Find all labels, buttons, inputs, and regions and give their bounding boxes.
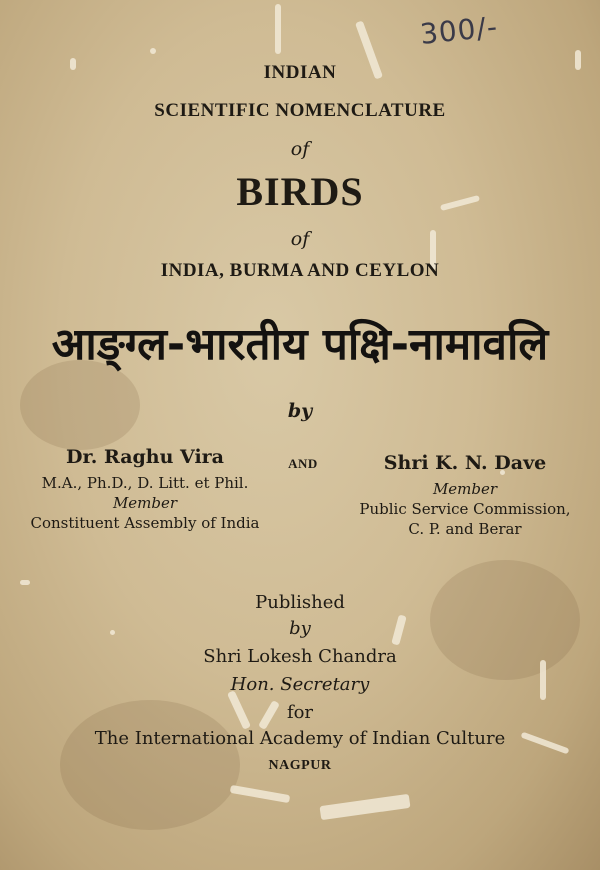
paper-damage [150,48,156,54]
author-right-name: Shri K. N. Dave [383,452,547,474]
author-right [330,452,600,538]
paper-damage [230,785,290,803]
title-of-2: of [290,228,310,250]
author-left [10,446,280,532]
author-right-role: Member [432,480,498,498]
paper-damage [20,580,30,585]
published-label: Published [255,592,345,613]
handwritten-price-note: 300/- [418,10,500,51]
author-left-name: Dr. Raghu Vira [66,446,224,468]
publisher-city: NAGPUR [268,758,332,773]
paper-damage [319,794,410,820]
title-line-indian: INDIAN [263,62,337,83]
author-left-role: Member [112,494,178,512]
author-right-org2: C. P. and Berar [408,520,522,538]
publisher-title: Hon. Secretary [230,674,370,695]
by-label: by [287,400,313,422]
author-left-degrees: M.A., Ph.D., D. Litt. et Phil. [41,474,249,492]
paper-damage [275,4,281,54]
title-birds: BIRDS [236,169,364,214]
publisher-name: Shri Lokesh Chandra [203,646,397,667]
publisher-for: for [286,702,314,723]
authors-and: AND [288,456,318,471]
title-region: INDIA, BURMA AND CEYLON [160,260,440,281]
title-hindi: आङ्ग्ल-भारतीय पक्षि-नामावलि [51,319,549,370]
publisher-org: The International Academy of Indian Culture [94,728,506,749]
author-right-org1: Public Service Commission, [359,500,571,518]
author-left-org: Constituent Assembly of India [30,514,260,532]
title-line-nomenclature: SCIENTIFIC NOMENCLATURE [154,100,446,121]
title-of-1: of [290,138,310,160]
published-by: by [289,618,311,639]
